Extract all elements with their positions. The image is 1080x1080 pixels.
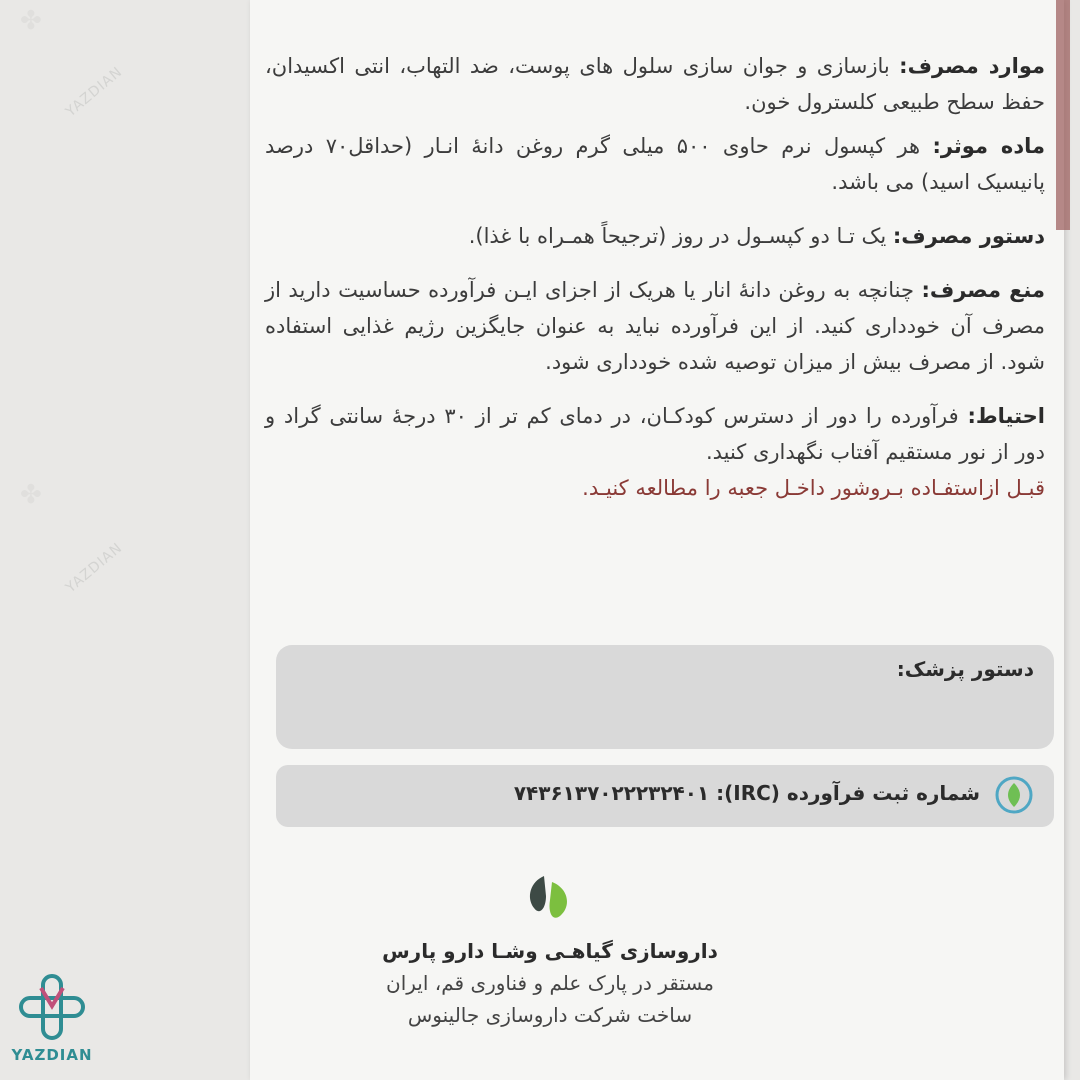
made-by: ساخت شرکت داروسازی جالینوس	[407, 1003, 693, 1027]
yazdian-logo-text: YAZDIAN	[11, 1046, 93, 1064]
yazdian-cross-icon	[17, 972, 87, 1042]
vesha-brand-logo-icon	[520, 872, 576, 932]
ingredient-section	[265, 128, 1045, 200]
yazdian-logo	[8, 972, 96, 1074]
prescription-label: دستور پزشک:	[896, 657, 1034, 681]
caution-label: احتیاط:	[967, 404, 1046, 428]
ingredient-label: ماده موثر:	[932, 134, 1045, 158]
prescription-box	[276, 645, 1054, 749]
irc-number: شماره ثبت فرآورده (IRC): ۷۴۳۶۱۳۷۰۲۲۲۳۲۴۰۱	[513, 781, 980, 805]
watermark-text: YAZDIAN	[62, 63, 126, 121]
watermark-icon: ✤	[20, 6, 42, 36]
dosage-label: دستور مصرف:	[892, 224, 1045, 248]
warning-text: قبـل ازاستفـاده بـروشور داخـل جعبه را مطالعه کنیـد.	[582, 476, 1045, 500]
company-name: داروسازی گیاهـی وشـا دارو پارس	[382, 939, 718, 963]
dosage-text: یک تـا دو کپسـول در روز (ترجیحاً همـراه با غذا).	[468, 224, 893, 248]
box-edge	[1056, 0, 1070, 230]
ingredient-text: هر کپسول نرم حاوی ۵۰۰ میلی گرم روغن دانهٔ انـار (حداقل۷۰ درصد پانیسیک اسید) می باشد.	[265, 134, 1045, 194]
watermark-icon: ✤	[20, 480, 42, 510]
irc-box	[276, 765, 1054, 827]
product-info	[265, 48, 1045, 506]
caution-text: فرآورده را دور از دسترس کودکـان، در دمای کم تر از ۳۰ درجهٔ سانتی گراد و دور از نور مستقیم آفتاب نگهداری کنید.	[265, 404, 1045, 464]
caution-section	[265, 398, 1045, 470]
usage-section	[265, 48, 1045, 120]
usage-text: بازسازی و جوان سازی سلول های پوست، ضد التهاب، انتی اکسیدان، حفظ سطح طبیعی کلسترول خون.	[265, 54, 1045, 114]
contraindication-text: چنانچه به روغن دانهٔ انار یا هریک از اجزای ایـن فرآورده حساسیت دارید از مصرف آن خودداری کنید. از این فرآورده نباید به عنوان جایگزین رژیم غذایی استفاده شود. از مصرف بیش از میزان توصیه شده خودداری شود.	[265, 278, 1045, 374]
health-ministry-logo-icon	[994, 775, 1034, 815]
watermark-text: YAZDIAN	[62, 539, 126, 597]
contraindication-label: منع مصرف:	[921, 278, 1046, 302]
usage-label: موارد مصرف:	[899, 54, 1046, 78]
manufacturer-info	[300, 935, 800, 1031]
dosage-section	[265, 218, 1045, 254]
company-location: مستقر در پارک علم و فناوری قم، ایران	[386, 971, 714, 995]
contraindication-section	[265, 272, 1045, 380]
